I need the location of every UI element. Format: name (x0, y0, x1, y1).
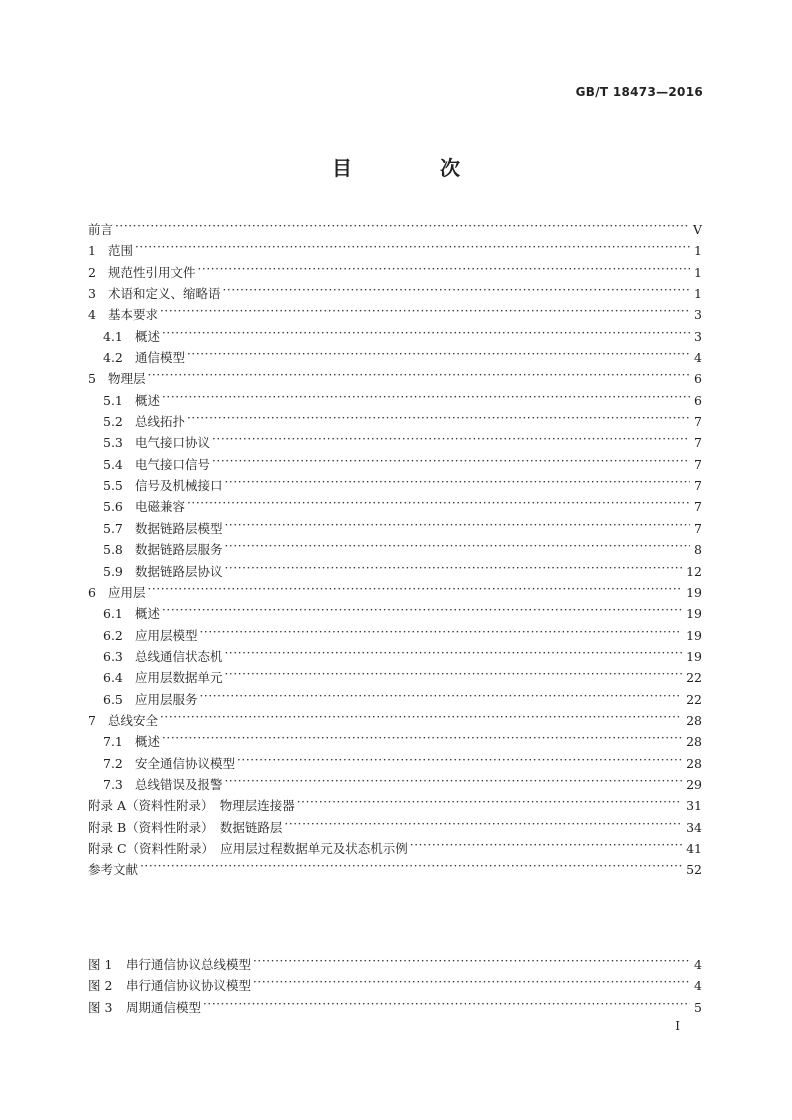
dot-leader (203, 1000, 690, 1012)
entry-label: 概述 (135, 734, 161, 750)
entry-number: 2 (88, 264, 96, 280)
entry-page: 1 (694, 264, 702, 280)
page-number: I (675, 1019, 680, 1033)
entry-number: 5.3 (103, 435, 123, 451)
figure-entry[interactable] (88, 955, 702, 976)
toc-entry[interactable] (88, 476, 702, 497)
entry-number: 3 (88, 286, 96, 302)
entry-number: 图 3 (88, 999, 113, 1015)
entry-label: 总线拓扑 (135, 414, 186, 430)
entry-number: 5.6 (103, 499, 123, 515)
dot-leader (148, 371, 691, 383)
dot-leader (160, 713, 682, 725)
entry-label: 总线错误及报警 (135, 776, 223, 792)
entry-label: 附录 C（资料性附录） 应用层过程数据单元及状态机示例 (88, 840, 408, 856)
entry-label: 数据链路层模型 (135, 520, 223, 536)
entry-number: 5.4 (103, 456, 123, 472)
toc-entry[interactable] (88, 604, 702, 625)
dot-leader (162, 606, 682, 618)
dot-leader (225, 521, 691, 533)
toc-entry[interactable] (88, 668, 702, 689)
entry-label: 物理层 (108, 371, 146, 387)
entry-page: 4 (694, 978, 702, 994)
entry-label: 总线通信状态机 (135, 648, 223, 664)
entry-page: 31 (686, 798, 702, 814)
entry-label: 串行通信协议总线模型 (126, 957, 252, 972)
dot-leader (284, 820, 682, 832)
figure-list (88, 955, 702, 1019)
toc-entry[interactable] (88, 839, 702, 860)
dot-leader (162, 393, 690, 405)
entry-page: 3 (694, 328, 702, 344)
dot-leader (225, 564, 683, 576)
entry-number: 5.7 (103, 520, 123, 536)
toc-entry[interactable] (88, 626, 702, 647)
entry-label: 附录 B（资料性附录） 数据链路层 (88, 819, 283, 835)
entry-number: 5.9 (103, 563, 123, 579)
toc-entry[interactable] (88, 818, 702, 839)
entry-page: 3 (694, 307, 702, 323)
toc-entry[interactable] (88, 305, 702, 326)
entry-label: 电气接口信号 (135, 456, 211, 472)
dot-leader (160, 307, 690, 319)
entry-label: 应用层模型 (135, 627, 198, 643)
toc-entry[interactable] (88, 690, 702, 711)
dot-leader (253, 978, 690, 990)
dot-leader (148, 585, 683, 597)
dot-leader (162, 734, 682, 746)
toc-entry[interactable] (88, 369, 702, 390)
figure-entry[interactable] (88, 998, 702, 1019)
toc-entry[interactable] (88, 540, 702, 561)
dot-leader (223, 286, 691, 298)
entry-label: 术语和定义、缩略语 (108, 286, 221, 302)
entry-number: 5.5 (103, 478, 123, 494)
dot-leader (225, 542, 691, 554)
entry-label: 信号及机械接口 (135, 478, 223, 494)
entry-page: 4 (694, 957, 702, 972)
entry-number: 5.1 (103, 392, 123, 408)
dot-leader (253, 957, 690, 969)
entry-page: 7 (694, 520, 702, 536)
toc-entry[interactable] (88, 412, 702, 433)
entry-label: 概述 (135, 328, 161, 344)
entry-number: 1 (88, 243, 96, 259)
entry-page: 12 (686, 563, 702, 579)
entry-number: 6.4 (103, 670, 123, 686)
toc-entry[interactable] (88, 391, 702, 412)
entry-number: 6.1 (103, 606, 123, 622)
entry-page: 19 (686, 627, 702, 643)
page-title: 目 次 (332, 156, 494, 180)
entry-page: 22 (686, 670, 702, 686)
toc-entry[interactable] (88, 647, 702, 668)
entry-label: 电磁兼容 (135, 499, 186, 515)
entry-page: 1 (694, 286, 702, 302)
entry-page: 19 (686, 648, 702, 664)
dot-leader (297, 798, 682, 810)
entry-page: 19 (686, 584, 702, 600)
entry-label: 概述 (135, 606, 161, 622)
entry-number: 4.1 (103, 328, 123, 344)
toc-entry[interactable] (88, 754, 702, 775)
entry-number: 4 (88, 307, 96, 323)
figure-entry[interactable] (88, 976, 702, 997)
entry-page: 7 (694, 414, 702, 430)
toc-entry[interactable] (88, 519, 702, 540)
entry-page: 7 (694, 478, 702, 494)
dot-leader (225, 777, 683, 789)
entry-label: 规范性引用文件 (108, 264, 196, 280)
toc-entry[interactable] (88, 327, 702, 348)
entry-number: 7.2 (103, 755, 123, 771)
dot-leader (212, 435, 690, 447)
dot-leader (187, 499, 690, 511)
dot-leader (225, 670, 683, 682)
standard-code: GB/T 18473—2016 (575, 85, 703, 99)
toc-entry[interactable] (88, 775, 702, 796)
entry-page: 5 (694, 999, 702, 1015)
entry-page: V (692, 222, 702, 237)
entry-page: 7 (694, 435, 702, 451)
entry-page: 28 (686, 734, 702, 750)
toc-entry[interactable] (88, 796, 702, 817)
entry-label: 附录 A（资料性附录） 物理层连接器 (88, 798, 295, 814)
entry-page: 28 (686, 712, 702, 728)
toc-entry[interactable] (88, 732, 702, 753)
entry-page: 6 (694, 371, 702, 387)
entry-label: 范围 (108, 243, 134, 259)
entry-number: 7.1 (103, 734, 123, 750)
entry-number: 5.2 (103, 414, 123, 430)
entry-page: 6 (694, 392, 702, 408)
entry-label: 概述 (135, 392, 161, 408)
entry-label: 总线安全 (108, 712, 159, 728)
entry-number: 6.3 (103, 648, 123, 664)
entry-number: 6 (88, 584, 96, 600)
entry-label: 周期通信模型 (126, 999, 202, 1015)
entry-label: 前言 (88, 222, 114, 237)
entry-number: 6.5 (103, 691, 123, 707)
entry-page: 52 (686, 862, 702, 878)
entry-label: 电气接口协议 (135, 435, 211, 451)
entry-number: 图 1 (88, 957, 113, 972)
entry-page: 28 (686, 755, 702, 771)
entry-number: 5 (88, 371, 96, 387)
entry-page: 29 (686, 776, 702, 792)
toc-entry[interactable] (88, 433, 702, 454)
entry-number: 4.2 (103, 350, 123, 366)
dot-leader (237, 756, 682, 768)
entry-page: 22 (686, 691, 702, 707)
entry-label: 串行通信协议协议模型 (126, 978, 252, 994)
toc-entry[interactable] (88, 348, 702, 369)
toc-entry[interactable] (88, 860, 702, 881)
entry-label: 基本要求 (108, 307, 159, 323)
entry-page: 41 (686, 840, 702, 856)
entry-page: 1 (694, 243, 702, 259)
dot-leader (162, 329, 690, 341)
entry-page: 7 (694, 499, 702, 515)
dot-leader (225, 649, 683, 661)
entry-page: 34 (686, 819, 702, 835)
entry-label: 应用层 (108, 584, 146, 600)
entry-page: 19 (686, 606, 702, 622)
table-of-contents (88, 220, 702, 882)
toc-entry[interactable] (88, 455, 702, 476)
entry-number: 5.8 (103, 542, 123, 558)
entry-label: 通信模型 (135, 350, 186, 366)
entry-page: 7 (694, 456, 702, 472)
dot-leader (198, 265, 691, 277)
dot-leader (187, 350, 690, 362)
entry-page: 8 (694, 542, 702, 558)
entry-number: 7.3 (103, 776, 123, 792)
entry-label: 应用层数据单元 (135, 670, 223, 686)
toc-entry[interactable] (88, 711, 702, 732)
entry-label: 应用层服务 (135, 691, 198, 707)
dot-leader (135, 243, 690, 255)
dot-leader (410, 841, 682, 853)
dot-leader (115, 222, 689, 234)
entry-number: 7 (88, 712, 96, 728)
entry-label: 数据链路层协议 (135, 563, 223, 579)
toc-entry[interactable] (88, 220, 702, 241)
dot-leader (200, 628, 683, 640)
entry-label: 参考文献 (88, 862, 139, 878)
entry-page: 4 (694, 350, 702, 366)
toc-entry[interactable] (88, 284, 702, 305)
entry-label: 数据链路层服务 (135, 542, 223, 558)
entry-number: 6.2 (103, 627, 123, 643)
dot-leader (187, 414, 690, 426)
toc-entry[interactable] (88, 562, 702, 583)
toc-entry[interactable] (88, 497, 702, 518)
dot-leader (140, 862, 682, 874)
toc-entry[interactable] (88, 263, 702, 284)
dot-leader (200, 692, 683, 704)
entry-number: 图 2 (88, 978, 113, 994)
dot-leader (212, 457, 690, 469)
toc-entry[interactable] (88, 583, 702, 604)
dot-leader (225, 478, 691, 490)
entry-label: 安全通信协议模型 (135, 755, 236, 771)
toc-entry[interactable] (88, 241, 702, 262)
